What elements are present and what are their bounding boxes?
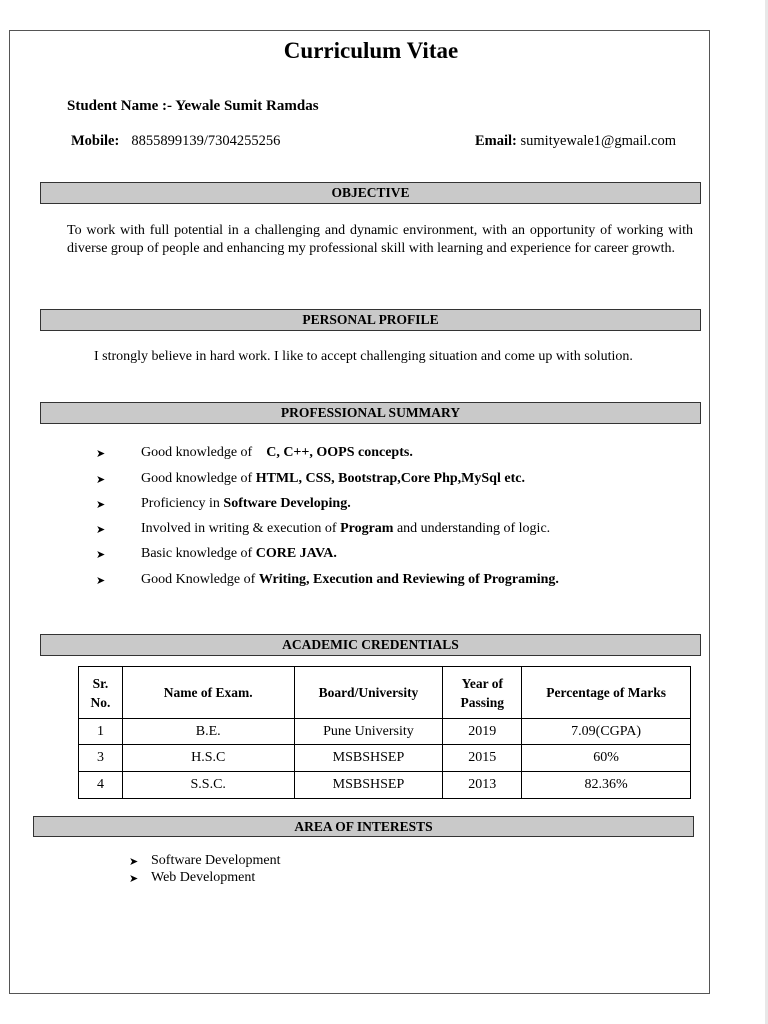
- table-cell: 4: [79, 772, 123, 799]
- table-cell: 2019: [443, 719, 522, 745]
- mobile-number: 8855899139/7304255256: [131, 133, 281, 149]
- arrow-bullet-icon: ➤: [96, 498, 106, 511]
- table-cell: MSBSHSEP: [294, 772, 443, 799]
- interest-label: Web Development: [151, 870, 256, 885]
- table-cell: H.S.C: [122, 745, 294, 772]
- document-title: Curriculum Vitae: [283, 38, 459, 63]
- arrow-bullet-icon: ➤: [129, 872, 139, 885]
- summary-item-suffix: and understanding of logic.: [396, 521, 551, 536]
- mobile-label: Mobile:: [71, 133, 120, 149]
- arrow-bullet-icon: ➤: [96, 523, 106, 536]
- table-cell: Pune University: [294, 719, 443, 745]
- interest-label: Software Development: [151, 853, 281, 868]
- table-cell: 2013: [443, 772, 522, 799]
- arrow-bullet-icon: ➤: [129, 855, 139, 868]
- table-cell: S.S.C.: [122, 772, 294, 799]
- arrow-bullet-icon: ➤: [96, 548, 106, 561]
- personal-profile-heading: PERSONAL PROFILE: [40, 309, 701, 331]
- table-row: [79, 772, 691, 799]
- table-header-row: [79, 667, 691, 719]
- summary-item-text: Good knowledge of: [141, 445, 253, 460]
- table-cell: 82.36%: [522, 772, 691, 799]
- summary-item-bold: Software Developing.: [223, 496, 351, 511]
- arrow-bullet-icon: ➤: [96, 447, 106, 460]
- table-cell: MSBSHSEP: [294, 745, 443, 772]
- objective-heading: OBJECTIVE: [40, 182, 701, 204]
- personal-profile-text: I strongly believe in hard work. I like to accept challenging situation and come up with solution.: [94, 349, 633, 364]
- column-header: Name of Exam.: [122, 667, 294, 719]
- cv-page-border: [9, 30, 710, 994]
- table-cell: 2015: [443, 745, 522, 772]
- summary-item-bold: CORE JAVA.: [255, 546, 337, 561]
- summary-item-text: Proficiency in: [141, 496, 220, 511]
- summary-item-bold: Program: [340, 521, 394, 536]
- summary-item-text: Good knowledge of: [141, 471, 253, 486]
- table-row: [79, 719, 691, 745]
- table-cell: B.E.: [122, 719, 294, 745]
- table-cell: 3: [79, 745, 123, 772]
- mobile-line: [71, 133, 280, 150]
- table-cell: 7.09(CGPA): [522, 719, 691, 745]
- student-name-line: [67, 98, 319, 115]
- academic-credentials-heading: ACADEMIC CREDENTIALS: [40, 634, 701, 656]
- email-line: [475, 133, 676, 150]
- objective-text: To work with full potential in a challenging and dynamic environment, with an opportunity of working with diverse group of people and enhancing my professional skill with learning and experience for career growth.: [67, 223, 693, 256]
- arrow-bullet-icon: ➤: [96, 574, 106, 587]
- summary-item-bold: C, C++, OOPS concepts.: [266, 445, 413, 460]
- table-cell: 60%: [522, 745, 691, 772]
- column-header: Sr. No.: [79, 667, 123, 719]
- email-address: sumityewale1@gmail.com: [520, 133, 677, 149]
- column-header: Percentage of Marks: [522, 667, 691, 719]
- summary-item-text: Basic knowledge of: [141, 546, 253, 561]
- professional-summary-heading: PROFESSIONAL SUMMARY: [40, 402, 701, 424]
- summary-item-bold: Writing, Execution and Reviewing of Programing.: [258, 572, 559, 587]
- arrow-bullet-icon: ➤: [96, 473, 106, 486]
- academic-table: [78, 666, 691, 799]
- email-label: Email:: [475, 133, 517, 149]
- summary-item-text: Good Knowledge of: [141, 572, 256, 587]
- student-name-label: Student Name :-: [67, 98, 172, 114]
- table-cell: 1: [79, 719, 123, 745]
- area-of-interests-heading: AREA OF INTERESTS: [33, 816, 694, 837]
- column-header: Board/University: [294, 667, 443, 719]
- summary-item-bold: HTML, CSS, Bootstrap,Core Php,MySql etc.: [255, 471, 525, 486]
- student-name: Yewale Sumit Ramdas: [175, 98, 319, 114]
- column-header: Year of Passing: [443, 667, 522, 719]
- table-row: [79, 745, 691, 772]
- summary-item-text: Involved in writing & execution of: [141, 521, 337, 536]
